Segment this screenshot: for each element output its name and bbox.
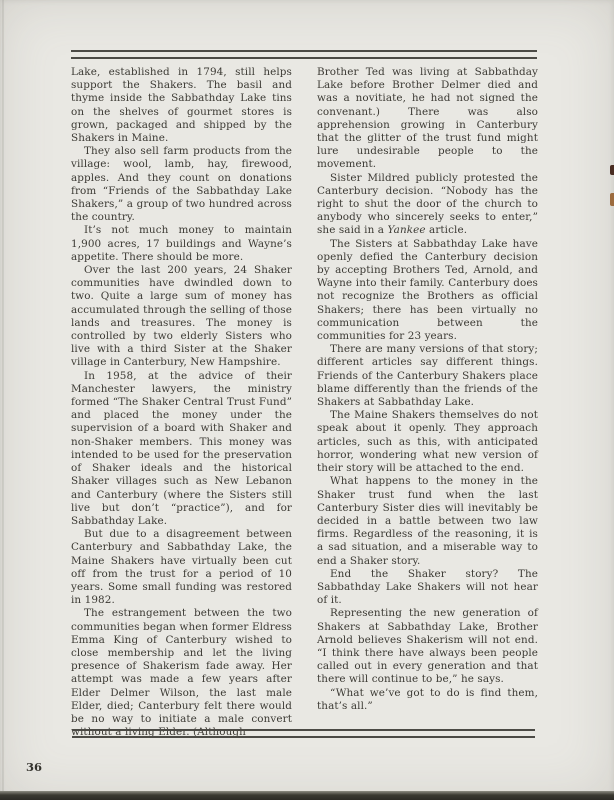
text-run: Lake, established in 1794, still helps support the Shakers. The basil and thyme inside the Sabbathday Lake tins on the shelves of gourmet stores is grown, packaged and shipped by the Shakers in Maine. xyxy=(71,66,292,145)
paragraph xyxy=(317,687,538,713)
page-number: 36 xyxy=(26,760,43,774)
scan-left-edge-artifact xyxy=(2,0,4,800)
text-run: Representing the new generation of Shakers at Sabbathday Lake, Brother Arnold believes Shakerism will not end. “I think there have always been people called out in every generation and that there will continue to be,” he says. xyxy=(317,607,538,686)
left-text-column xyxy=(71,66,292,739)
paragraph xyxy=(71,607,292,739)
text-run: article. xyxy=(425,224,468,237)
paragraph xyxy=(71,145,292,224)
text-run: Brother Ted was living at Sabbathday Lake before Brother Delmer died and was a novitiate, he had not signed the convenant.) There was also apprehension growing in Canterbury that the glitter of the trust fund might lure undesirable people to the movement. xyxy=(317,66,538,171)
text-run: The Maine Shakers themselves do not speak about it openly. They approach articles, such as this, with anticipated horror, wondering what new version of their story will be attached to the end. xyxy=(317,409,538,475)
text-run: But due to a disagreement between Canterbury and Sabbathday Lake, the Maine Shakers have virtually been cut off from the trust for a period of 10 years. Some small funding was restored in 1982. xyxy=(71,528,292,607)
text-run: The estrangement between the two communities began when former Eldress Emma King of Canterbury wished to close membership and let the living presence of Shakerism fade away. Her attempt was made a few years after Elder Delmer Wilson, the last male Elder, died; Canterbury felt there would be no way to initiate a male convert without a living Elder. (Although xyxy=(71,607,292,739)
text-run: End the Shaker story? The Sabbathday Lake Shakers will not hear of it. xyxy=(317,567,538,607)
italic-text-run: Yankee xyxy=(387,224,426,237)
text-run: It’s not much money to maintain 1,900 acres, 17 buildings and Wayne’s appetite. There should be more. xyxy=(71,224,292,263)
paragraph xyxy=(317,475,538,567)
text-run: There are many versions of that story; different articles say different things. Friends of the Canterbury Shakers place blame differently than the friends of the Shakers at Sabbathday Lake. xyxy=(317,343,538,409)
page-edge-ink-mark xyxy=(610,165,614,175)
paragraph xyxy=(317,568,538,608)
paragraph xyxy=(317,409,538,475)
bottom-double-rule xyxy=(72,729,535,738)
text-run: Sister Mildred publicly protested the Canterbury decision. “Nobody has the right to shut the door of the church to anybody who sincerely seeks to enter,” she said in a xyxy=(317,171,538,237)
paragraph xyxy=(71,264,292,370)
paragraph xyxy=(317,238,538,344)
scan-bottom-edge-artifact xyxy=(0,791,614,800)
top-double-rule xyxy=(71,50,537,59)
text-run: “What we’ve got to do is find them, that’s all.” xyxy=(317,686,538,712)
right-text-column xyxy=(317,66,538,713)
paragraph xyxy=(71,66,292,145)
page-edge-ink-mark xyxy=(610,193,614,206)
paragraph xyxy=(71,528,292,607)
paragraph xyxy=(71,370,292,528)
text-run: The Sisters at Sabbathday Lake have openly defied the Canterbury decision by accepting Brothers Ted, Arnold, and Wayne into their family. Canterbury does not recognize the Brothers as official Shakers; there has been virtually no communication between the communities for 23 years. xyxy=(317,237,538,343)
text-run: In 1958, at the advice of their Manchester lawyers, the ministry formed “The Shaker Central Trust Fund” and placed the money under the supervision of a board with Shaker and non-Shaker members. This money was intended to be used for the preservation of Shaker ideals and the historical Shaker villages such as New Lebanon and Canterbury (where the Sisters still live but don’t “practice”), and for Sabbathday Lake. xyxy=(71,369,292,527)
paragraph xyxy=(317,607,538,686)
paragraph xyxy=(317,343,538,409)
paragraph xyxy=(71,224,292,264)
text-run: They also sell farm products from the village: wool, lamb, hay, firewood, apples. And they count on donations from “Friends of the Sabbathday Lake Shakers,” a group of two hundred across the country. xyxy=(71,145,292,224)
paragraph xyxy=(317,66,538,172)
text-run: What happens to the money in the Shaker trust fund when the last Canterbury Sister dies will inevitably be decided in a battle between two law firms. Regardless of the reasoning, it is a sad situation, and a miserable way to end a Shaker story. xyxy=(317,475,538,567)
paragraph xyxy=(317,172,538,238)
text-run: Over the last 200 years, 24 Shaker communities have dwindled down to two. Quite a large sum of money has accumulated through the selling of those lands and treasures. The money is controlled by two elderly Sisters who live with a third Sister at the Shaker village in Canterbury, New Hampshire. xyxy=(71,264,292,369)
